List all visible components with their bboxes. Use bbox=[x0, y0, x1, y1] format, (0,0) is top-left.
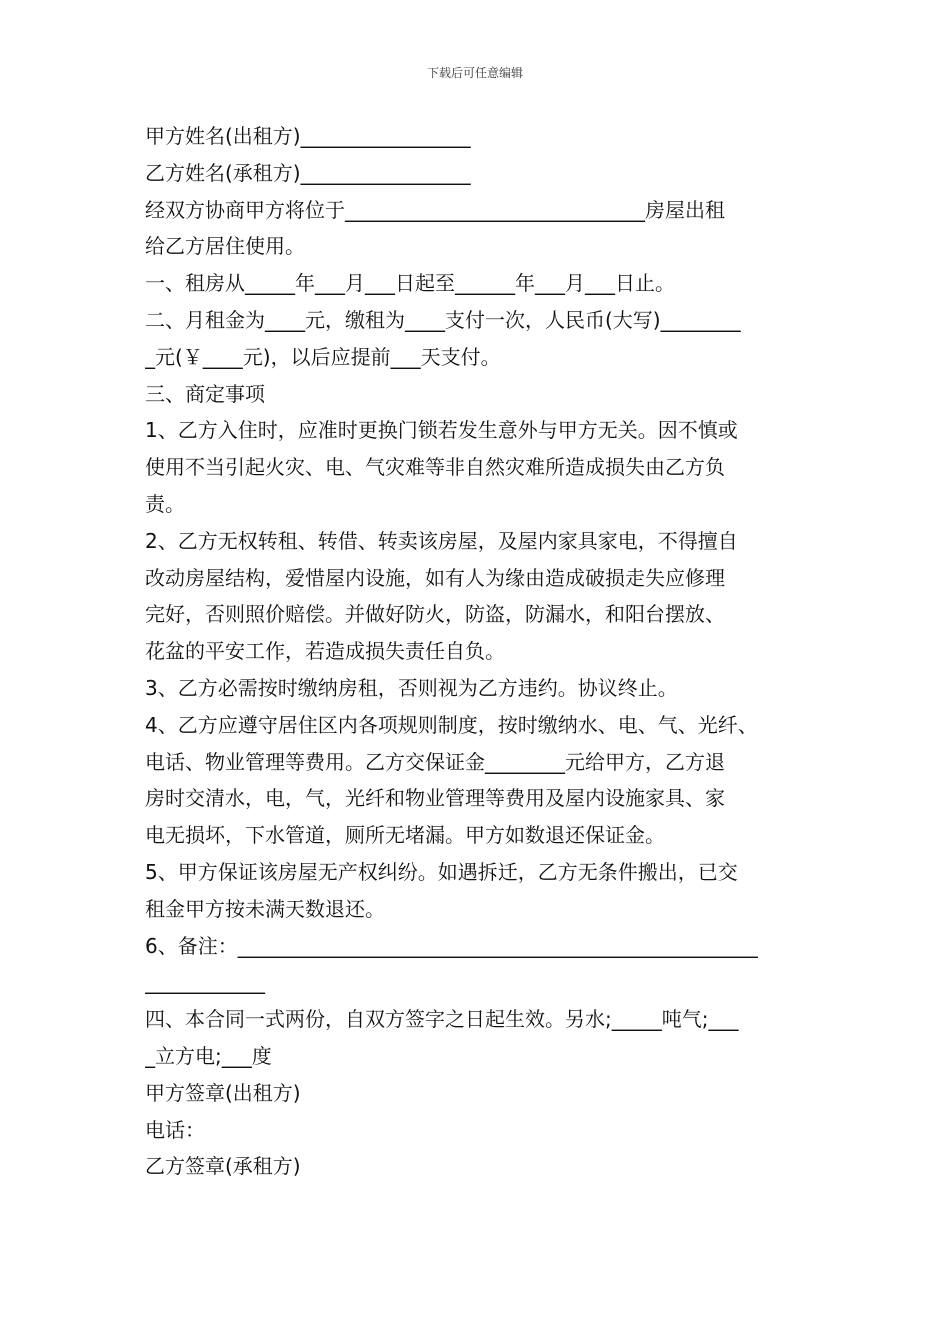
rent-line-cont: _元(￥____元)，以后应提前___天支付。 bbox=[145, 344, 501, 369]
section-4-line: 四、本合同一式两份，自双方签字之日起生效。另水;_____吨气;___ bbox=[145, 1007, 739, 1032]
clause-1-line: 责。 bbox=[145, 491, 185, 516]
clause-5-line: 5、甲方保证该房屋无产权纠纷。如遇拆迁，乙方无条件搬出，已交 bbox=[145, 859, 738, 884]
clause-6-remarks-line: ____________ bbox=[145, 970, 265, 995]
phone-label: 电话： bbox=[145, 1117, 205, 1142]
property-location-line: 经双方协商甲方将位于______________________________房屋出租 bbox=[145, 197, 725, 222]
party-b-signature-label: 乙方签章(承租方) bbox=[145, 1154, 301, 1179]
page-header: 下载后可任意编辑 bbox=[426, 66, 523, 80]
rent-line: 二、月租金为____元，缴租为____支付一次，人民币(大写)________ bbox=[145, 307, 741, 332]
clause-4-line: 电话、物业管理等费用。乙方交保证金________元给甲方，乙方退 bbox=[145, 749, 725, 774]
clause-1-line: 使用不当引起火灾、电、气灾难等非自然灾难所造成损失由乙方负 bbox=[145, 455, 725, 480]
clause-2-line: 改动房屋结构，爱惜屋内设施，如有人为缘由造成破损走失应修理 bbox=[145, 565, 725, 590]
contract-body bbox=[145, 118, 810, 1185]
clause-4-line: 电无损坏，下水管道，厕所无堵漏。甲方如数退还保证金。 bbox=[145, 823, 665, 848]
clause-2-line: 2、乙方无权转租、转借、转卖该房屋，及屋内家具家电，不得擅自 bbox=[145, 528, 738, 553]
clause-3-line: 3、乙方必需按时缴纳房租，否则视为乙方违约。协议终止。 bbox=[145, 675, 678, 700]
lease-term-line: 一、租房从_____年___月___日起至______年___月___日止。 bbox=[145, 271, 675, 296]
section-heading-terms: 三、商定事项 bbox=[145, 381, 265, 406]
clause-5-line: 租金甲方按未满天数退还。 bbox=[145, 896, 385, 921]
clause-2-line: 完好，否则照价赔偿。并做好防火，防盗，防漏水，和阳台摆放、 bbox=[145, 602, 725, 627]
clause-6-remarks-line: 6、备注：____________________________________________________ bbox=[145, 933, 758, 958]
clause-1-line: 1、乙方入住时，应准时更换门锁若发生意外与甲方无关。因不慎或 bbox=[145, 418, 738, 443]
property-location-line-cont: 给乙方居住使用。 bbox=[145, 234, 305, 259]
party-a-signature-label: 甲方签章(出租方) bbox=[145, 1080, 301, 1105]
section-4-line: _立方电;___度 bbox=[145, 1043, 272, 1068]
clause-4-line: 4、乙方应遵守居住区内各项规则制度，按时缴纳水、电、气、光纤、 bbox=[145, 712, 758, 737]
clause-2-line: 花盆的平安工作，若造成损失责任自负。 bbox=[145, 639, 505, 664]
party-a-name-line: 甲方姓名(出租方)_________________ bbox=[145, 124, 471, 148]
clause-4-line: 房时交清水，电，气，光纤和物业管理等费用及屋内设施家具、家 bbox=[145, 786, 725, 811]
party-b-name-line: 乙方姓名(承租方)_________________ bbox=[145, 160, 471, 185]
